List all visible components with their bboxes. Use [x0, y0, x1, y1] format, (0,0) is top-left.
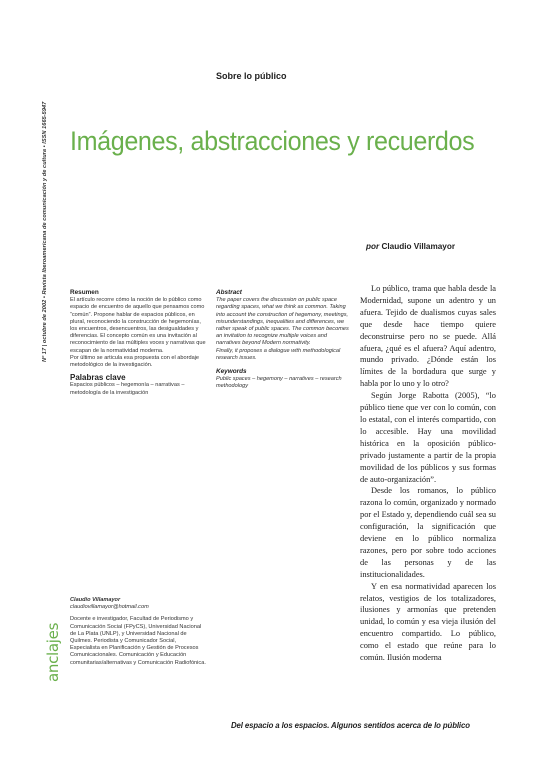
abstract-paragraph: The paper covers the discussion on public space regarding spaces, what we think as common. Taking into account the construction of hegemony, meetings, misunderstandings, inequalities and differences, we rather speak of public spaces. The common becomes an invitation to recognize multiple voices and narratives beyond Modern normativity.: [216, 297, 349, 347]
resumen-paragraph: El artículo recorre cómo la noción de lo público como espacio de encuentro de aquello que pensamos como “común”. Propone hablar de espacios públicos, en plural, reconociendo la construcción de hegemonías, los encuentros, desencuentros, las desigualdades y diferencias. El concepto común es una invitación al reconocimiento de las múltiples voces y narrativas que escapan de la normatividad moderna.: [70, 297, 206, 354]
contact-name: Claudio Villamayor: [70, 597, 121, 603]
author-line: [366, 242, 455, 251]
abstract-heading: Abstract: [216, 289, 242, 296]
brand-logo-text: anclajes: [44, 622, 62, 682]
abstract-paragraph: Finally, it proposes a dialogue with methodological research issues.: [216, 347, 341, 361]
article-body: [360, 283, 496, 664]
keywords-heading: Palabras clave: [70, 373, 126, 383]
contact-email[interactable]: claudiovillamayor@hotmail.com: [70, 604, 149, 611]
body-paragraph: Y en esa normatividad aparecen los relatos, vestigios de los totalizadores, ilusiones y armonías que pretenden unidad, lo común y esa vieja ilusión del encuentro compartido. Lo público, como el estado que reúne para lo común. Ilusión moderna: [360, 581, 496, 663]
body-paragraph: Según Jorge Rabotta (2005), “lo público tiene que ver con lo común, con lo estatal, con el interés compartido, con lo accesible. Hay una movilidad histórica en la oposición público-privado justamente a partir de la propia movilidad de los públicos y sus formas de auto-organización”.: [360, 391, 496, 484]
resumen-heading: Resumen: [70, 289, 99, 296]
contact-bio: Docente e investigador, Facultad de Periodismo y Comunicación Social (FPyCS), Universidad Nacional de La Plata (UNLP), y Universidad Nacional de Quilmes. Periodista y Comunicador Social, Especialista en Planificación y Gestión de Procesos Comunicacionales. Comunicación y Educación comunitarias/alternativas y Comunicación Radiofónica.: [70, 616, 206, 666]
author-name: Claudio Villamayor: [381, 242, 456, 251]
author-prefix: por: [366, 242, 380, 251]
abstract-keywords-heading: Keywords: [216, 368, 247, 376]
issue-reference: Nº 17 | octubre de 2002 • Revista Iberoamericana de comunicación y de cultura • ISSN 1665-5947: [42, 101, 48, 362]
abstract-keywords-list: Public spaces – hegemony – narratives – research methodology: [216, 376, 342, 390]
body-paragraph: Lo público, trama que habla desde la Modernidad, supone un adentro y un afuera. Tejido de dualismos cuyas sales que desde hace tiempo quiere deconstruirse pero no se puede. Allá afuera, ¿qué es el afuera? Aquí adentro, mundo privado. ¿Dónde están los límites de la bordadura que surge y habla por lo uno y lo otro?: [360, 284, 496, 389]
section-label: Sobre lo público: [216, 71, 287, 81]
resumen-block: [70, 289, 206, 397]
resumen-paragraph: Por último se articula esa propuesta con el abordaje metodológico de la investigación.: [70, 354, 200, 369]
author-contact-block: [70, 597, 206, 667]
article-title: Imágenes, abstracciones y recuerdos: [70, 126, 475, 156]
abstract-block: [216, 289, 352, 391]
keywords-list: Espacios públicos – hegemonía – narrativas – metodología de la investigación: [70, 382, 185, 396]
running-footer: Del espacio a los espacios. Algunos sentidos acerca de lo público: [231, 721, 470, 730]
body-paragraph: Desde los romanos, lo público razona lo común, organizado y normado por el Estado y, dependiendo cuál sea su configuración, la significación que deviene en lo público normaliza razones, pero por sobre todo acciones de las personas y de las institucionalidades.: [360, 486, 496, 579]
